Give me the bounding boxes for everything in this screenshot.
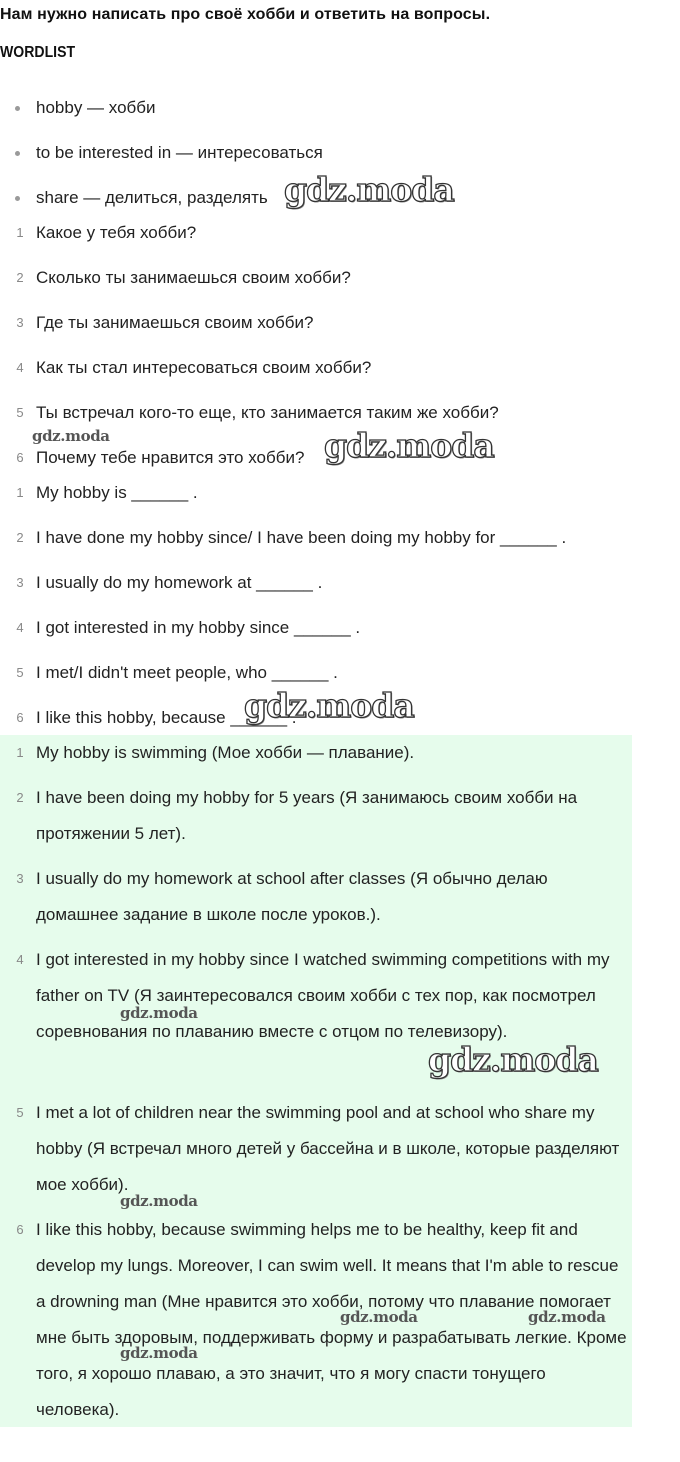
bullet-icon xyxy=(15,106,20,111)
watermark-logo: gdz.moda xyxy=(120,1004,198,1022)
wordlist-title: WORDLIST xyxy=(0,44,76,61)
watermark-logo: gdz.moda xyxy=(32,427,110,445)
bullet-icon xyxy=(15,196,20,201)
intro-heading: Нам нужно написать про своё хобби и ответить на вопросы. xyxy=(0,6,491,23)
watermark-logo: gdz.moda xyxy=(284,170,454,209)
watermark-logo: gdz.moda xyxy=(120,1344,198,1362)
watermark-logo: gdz.moda xyxy=(244,686,414,725)
watermark-logo: gdz.moda xyxy=(528,1308,606,1326)
watermark-logo: gdz.moda xyxy=(428,1040,598,1079)
watermark-logo: gdz.moda xyxy=(120,1192,198,1210)
watermark-logo: gdz.moda xyxy=(340,1308,418,1326)
watermark-logo: gdz.moda xyxy=(324,426,494,465)
bullet-icon xyxy=(15,151,20,156)
